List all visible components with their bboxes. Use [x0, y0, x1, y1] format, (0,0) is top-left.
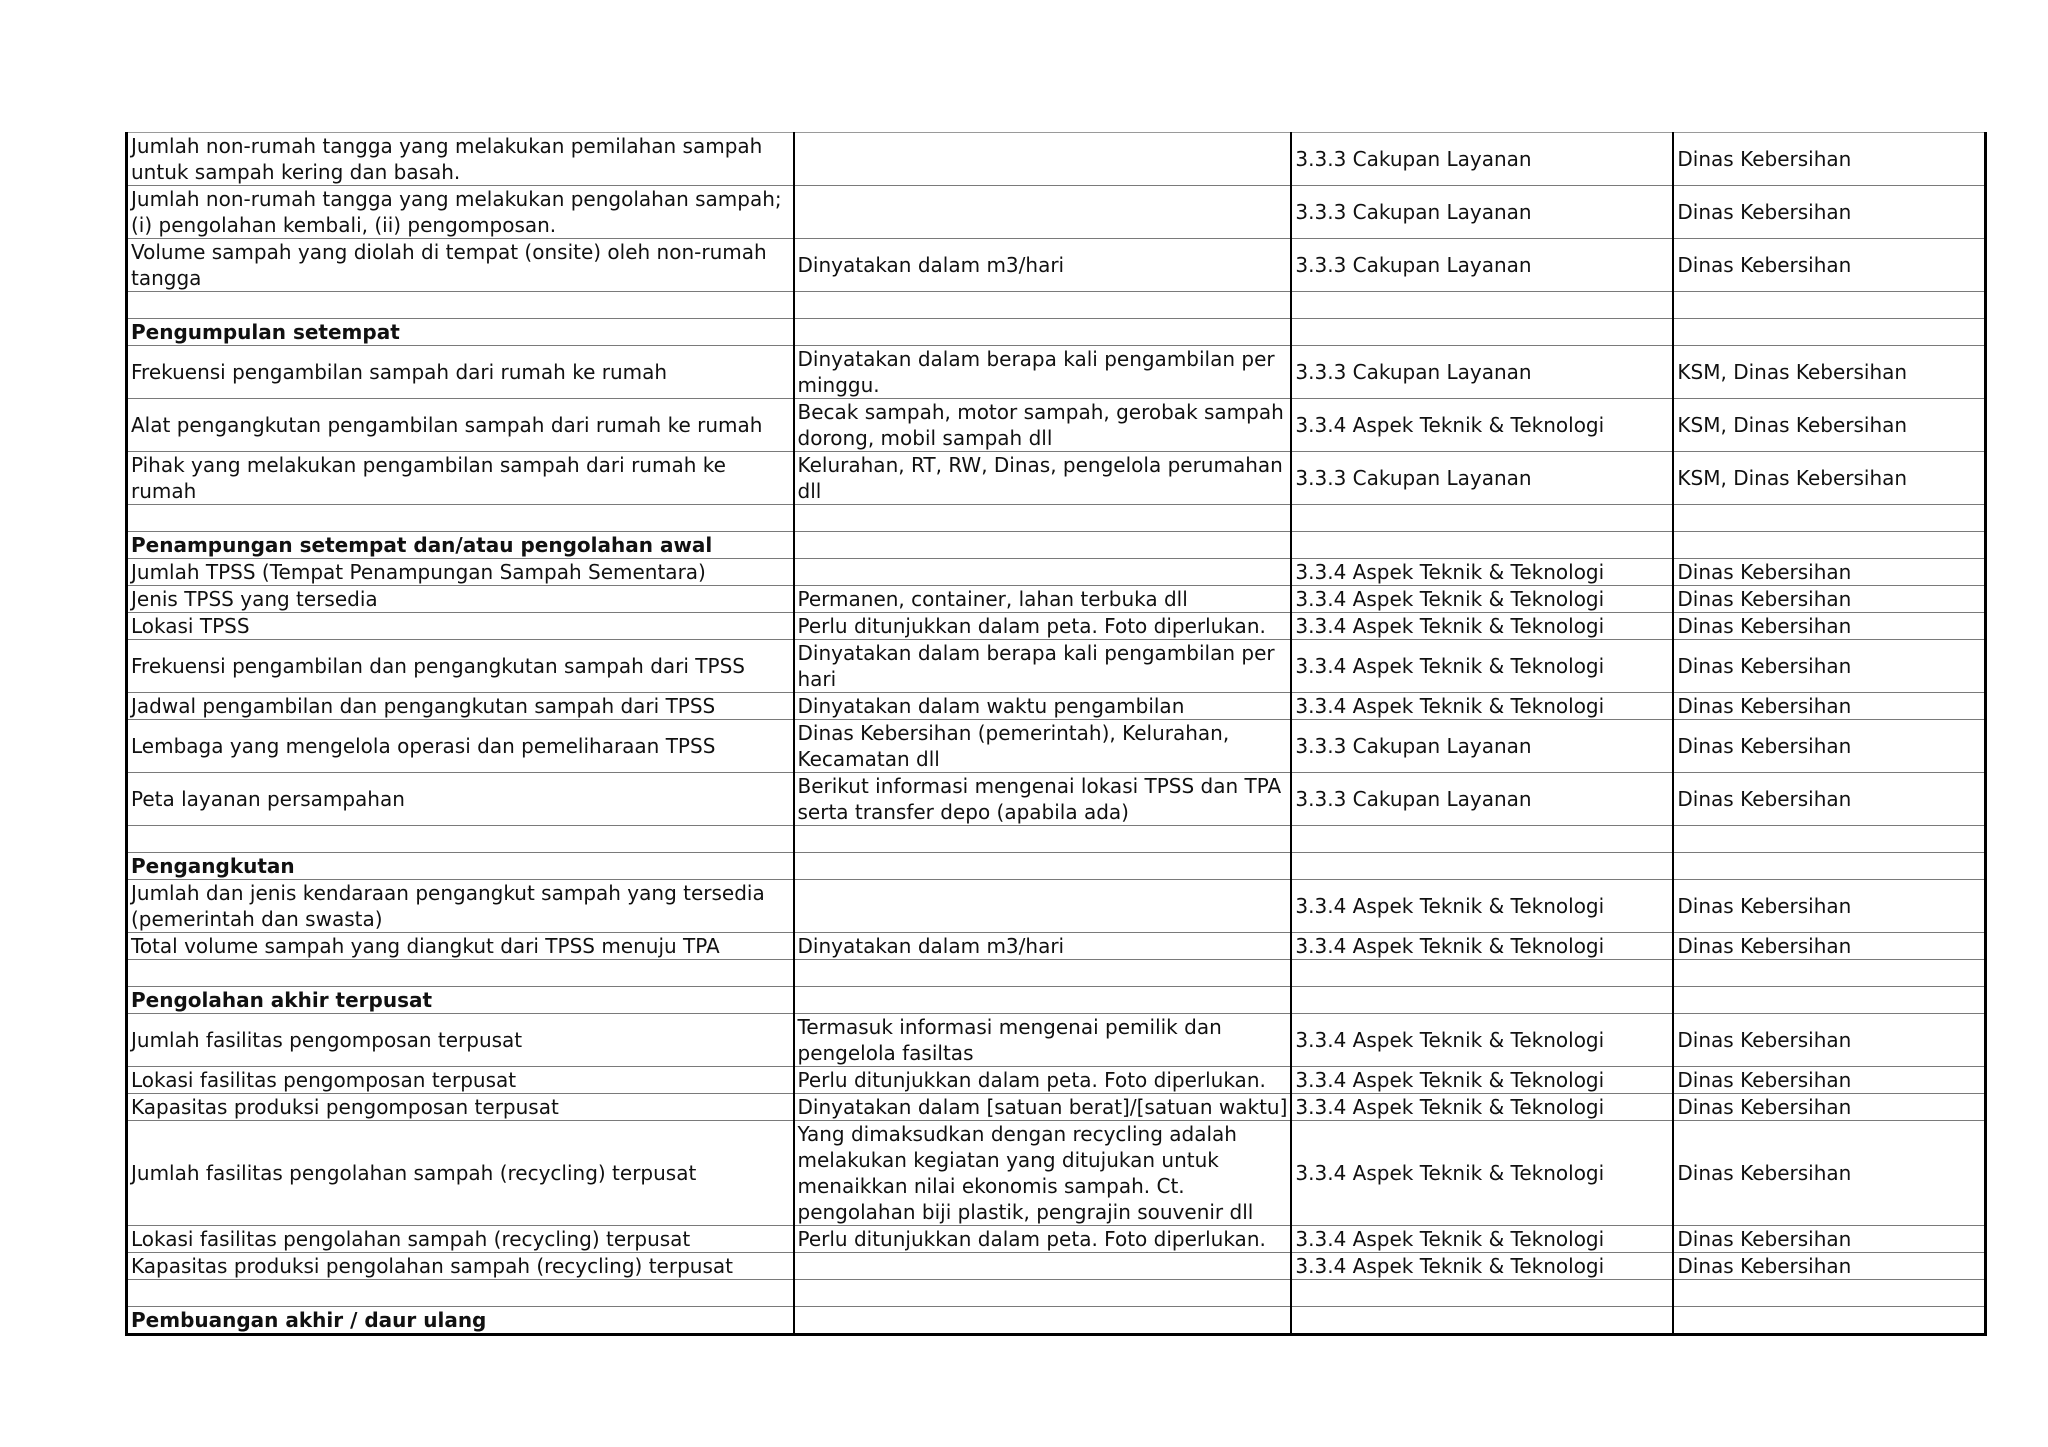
- section-header-row: [127, 1307, 1986, 1335]
- indicator-cell: Jadwal pengambilan dan pengangkutan sampah dari TPSS: [127, 693, 794, 720]
- source-cell: Dinas Kebersihan: [1673, 1253, 1985, 1280]
- reference-cell: 3.3.3 Cakupan Layanan: [1291, 239, 1673, 292]
- reference-cell: 3.3.4 Aspek Teknik & Teknologi: [1291, 880, 1673, 933]
- table-row: [127, 613, 1986, 640]
- description-cell: [794, 186, 1292, 239]
- source-cell: [1673, 1307, 1985, 1335]
- table-row: [127, 1121, 1986, 1226]
- source-cell: Dinas Kebersihan: [1673, 880, 1985, 933]
- source-cell: Dinas Kebersihan: [1673, 186, 1985, 239]
- table-row: [127, 773, 1986, 826]
- description-cell: Termasuk informasi mengenai pemilik dan pengelola fasiltas: [794, 1014, 1292, 1067]
- description-cell: [794, 826, 1292, 853]
- indicator-cell: Lokasi fasilitas pengolahan sampah (recycling) terpusat: [127, 1226, 794, 1253]
- reference-cell: 3.3.4 Aspek Teknik & Teknologi: [1291, 640, 1673, 693]
- source-cell: [1673, 505, 1985, 532]
- indicator-cell: Jenis TPSS yang tersedia: [127, 586, 794, 613]
- indicator-cell: Kapasitas produksi pengolahan sampah (recycling) terpusat: [127, 1253, 794, 1280]
- description-cell: Berikut informasi mengenai lokasi TPSS dan TPA serta transfer depo (apabila ada): [794, 773, 1292, 826]
- description-cell: [794, 319, 1292, 346]
- source-cell: [1673, 532, 1985, 559]
- reference-cell: 3.3.4 Aspek Teknik & Teknologi: [1291, 1094, 1673, 1121]
- reference-cell: 3.3.3 Cakupan Layanan: [1291, 346, 1673, 399]
- reference-cell: 3.3.3 Cakupan Layanan: [1291, 186, 1673, 239]
- description-cell: Becak sampah, motor sampah, gerobak sampah dorong, mobil sampah dll: [794, 399, 1292, 452]
- source-cell: [1673, 853, 1985, 880]
- table-row: [127, 640, 1986, 693]
- section-title: Penampungan setempat dan/atau pengolahan awal: [127, 532, 794, 559]
- indicator-cell: Jumlah non-rumah tangga yang melakukan pengolahan sampah; (i) pengolahan kembali, (ii) pengomposan.: [127, 186, 794, 239]
- description-cell: Perlu ditunjukkan dalam peta. Foto diperlukan.: [794, 1226, 1292, 1253]
- table-row: [127, 559, 1986, 586]
- table-row: [127, 933, 1986, 960]
- source-cell: [1673, 292, 1985, 319]
- table-row: [127, 1226, 1986, 1253]
- description-cell: Dinas Kebersihan (pemerintah), Kelurahan, Kecamatan dll: [794, 720, 1292, 773]
- blank-row: [127, 1280, 1986, 1307]
- section-title: Pengangkutan: [127, 853, 794, 880]
- reference-cell: 3.3.4 Aspek Teknik & Teknologi: [1291, 1067, 1673, 1094]
- section-title: Pengolahan akhir terpusat: [127, 987, 794, 1014]
- indicator-cell: Peta layanan persampahan: [127, 773, 794, 826]
- description-cell: Yang dimaksudkan dengan recycling adalah melakukan kegiatan yang ditujukan untuk menaikkan nilai ekonomis sampah. Ct. pengolahan biji plastik, pengrajin souvenir dll: [794, 1121, 1292, 1226]
- table-row: [127, 399, 1986, 452]
- source-cell: Dinas Kebersihan: [1673, 773, 1985, 826]
- reference-cell: 3.3.4 Aspek Teknik & Teknologi: [1291, 613, 1673, 640]
- source-cell: Dinas Kebersihan: [1673, 133, 1985, 186]
- section-title: Pembuangan akhir / daur ulang: [127, 1307, 794, 1335]
- blank-row: [127, 292, 1986, 319]
- reference-cell: 3.3.4 Aspek Teknik & Teknologi: [1291, 399, 1673, 452]
- description-cell: Dinyatakan dalam m3/hari: [794, 933, 1292, 960]
- indicator-cell: Jumlah non-rumah tangga yang melakukan pemilahan sampah untuk sampah kering dan basah.: [127, 133, 794, 186]
- reference-cell: [1291, 292, 1673, 319]
- indicator-cell: Kapasitas produksi pengomposan terpusat: [127, 1094, 794, 1121]
- indicator-cell: Pihak yang melakukan pengambilan sampah dari rumah ke rumah: [127, 452, 794, 505]
- table-row: [127, 133, 1986, 186]
- description-cell: Perlu ditunjukkan dalam peta. Foto diperlukan.: [794, 1067, 1292, 1094]
- section-header-row: [127, 853, 1986, 880]
- source-cell: Dinas Kebersihan: [1673, 239, 1985, 292]
- source-cell: [1673, 1280, 1985, 1307]
- source-cell: Dinas Kebersihan: [1673, 586, 1985, 613]
- reference-cell: 3.3.4 Aspek Teknik & Teknologi: [1291, 933, 1673, 960]
- description-cell: [794, 532, 1292, 559]
- blank-row: [127, 826, 1986, 853]
- description-cell: [794, 1307, 1292, 1335]
- table-row: [127, 1253, 1986, 1280]
- description-cell: [794, 133, 1292, 186]
- source-cell: [1673, 826, 1985, 853]
- reference-cell: [1291, 505, 1673, 532]
- description-cell: [794, 292, 1292, 319]
- description-cell: Kelurahan, RT, RW, Dinas, pengelola perumahan dll: [794, 452, 1292, 505]
- description-cell: [794, 1280, 1292, 1307]
- source-cell: Dinas Kebersihan: [1673, 640, 1985, 693]
- source-cell: Dinas Kebersihan: [1673, 1014, 1985, 1067]
- source-cell: Dinas Kebersihan: [1673, 1121, 1985, 1226]
- indicator-cell: Jumlah fasilitas pengolahan sampah (recycling) terpusat: [127, 1121, 794, 1226]
- section-header-row: [127, 319, 1986, 346]
- description-cell: [794, 505, 1292, 532]
- indicator-cell: Jumlah dan jenis kendaraan pengangkut sampah yang tersedia (pemerintah dan swasta): [127, 880, 794, 933]
- table-row: [127, 586, 1986, 613]
- blank-row: [127, 960, 1986, 987]
- indicator-cell: Lokasi fasilitas pengomposan terpusat: [127, 1067, 794, 1094]
- description-cell: Dinyatakan dalam waktu pengambilan: [794, 693, 1292, 720]
- reference-cell: [1291, 987, 1673, 1014]
- description-cell: Perlu ditunjukkan dalam peta. Foto diperlukan.: [794, 613, 1292, 640]
- indicator-cell: [127, 505, 794, 532]
- table-row: [127, 452, 1986, 505]
- table-row: [127, 880, 1986, 933]
- description-cell: [794, 559, 1292, 586]
- source-cell: Dinas Kebersihan: [1673, 1067, 1985, 1094]
- indicator-cell: [127, 960, 794, 987]
- description-cell: [794, 987, 1292, 1014]
- reference-cell: 3.3.4 Aspek Teknik & Teknologi: [1291, 1014, 1673, 1067]
- section-title: Pengumpulan setempat: [127, 319, 794, 346]
- source-cell: Dinas Kebersihan: [1673, 720, 1985, 773]
- source-cell: Dinas Kebersihan: [1673, 693, 1985, 720]
- indicator-cell: Frekuensi pengambilan dan pengangkutan sampah dari TPSS: [127, 640, 794, 693]
- source-cell: KSM, Dinas Kebersihan: [1673, 346, 1985, 399]
- indicator-cell: Jumlah TPSS (Tempat Penampungan Sampah Sementara): [127, 559, 794, 586]
- indicator-cell: Volume sampah yang diolah di tempat (onsite) oleh non-rumah tangga: [127, 239, 794, 292]
- indicator-cell: [127, 292, 794, 319]
- indicator-cell: Alat pengangkutan pengambilan sampah dari rumah ke rumah: [127, 399, 794, 452]
- indicator-cell: [127, 1280, 794, 1307]
- source-cell: Dinas Kebersihan: [1673, 559, 1985, 586]
- reference-cell: 3.3.3 Cakupan Layanan: [1291, 133, 1673, 186]
- description-cell: Dinyatakan dalam berapa kali pengambilan per hari: [794, 640, 1292, 693]
- table-row: [127, 346, 1986, 399]
- indicator-cell: Total volume sampah yang diangkut dari TPSS menuju TPA: [127, 933, 794, 960]
- section-header-row: [127, 532, 1986, 559]
- source-cell: [1673, 960, 1985, 987]
- description-cell: Permanen, container, lahan terbuka dll: [794, 586, 1292, 613]
- reference-cell: [1291, 319, 1673, 346]
- reference-cell: 3.3.4 Aspek Teknik & Teknologi: [1291, 1121, 1673, 1226]
- reference-cell: 3.3.4 Aspek Teknik & Teknologi: [1291, 1253, 1673, 1280]
- indicator-cell: Jumlah fasilitas pengomposan terpusat: [127, 1014, 794, 1067]
- reference-cell: 3.3.4 Aspek Teknik & Teknologi: [1291, 586, 1673, 613]
- table-row: [127, 1094, 1986, 1121]
- table-row: [127, 720, 1986, 773]
- table-row: [127, 1014, 1986, 1067]
- description-cell: [794, 1253, 1292, 1280]
- reference-cell: [1291, 1307, 1673, 1335]
- blank-row: [127, 505, 1986, 532]
- table-body: [127, 133, 1986, 1335]
- reference-cell: [1291, 532, 1673, 559]
- reference-cell: [1291, 826, 1673, 853]
- source-cell: [1673, 987, 1985, 1014]
- indicator-cell: Lokasi TPSS: [127, 613, 794, 640]
- data-table: [125, 132, 1987, 1336]
- source-cell: Dinas Kebersihan: [1673, 1226, 1985, 1253]
- reference-cell: 3.3.3 Cakupan Layanan: [1291, 452, 1673, 505]
- description-cell: [794, 853, 1292, 880]
- reference-cell: 3.3.3 Cakupan Layanan: [1291, 720, 1673, 773]
- source-cell: [1673, 319, 1985, 346]
- reference-cell: 3.3.4 Aspek Teknik & Teknologi: [1291, 559, 1673, 586]
- reference-cell: [1291, 853, 1673, 880]
- reference-cell: 3.3.3 Cakupan Layanan: [1291, 773, 1673, 826]
- table-row: [127, 239, 1986, 292]
- source-cell: Dinas Kebersihan: [1673, 933, 1985, 960]
- description-cell: Dinyatakan dalam m3/hari: [794, 239, 1292, 292]
- reference-cell: [1291, 1280, 1673, 1307]
- source-cell: Dinas Kebersihan: [1673, 1094, 1985, 1121]
- reference-cell: 3.3.4 Aspek Teknik & Teknologi: [1291, 1226, 1673, 1253]
- description-cell: [794, 960, 1292, 987]
- reference-cell: [1291, 960, 1673, 987]
- description-cell: Dinyatakan dalam berapa kali pengambilan per minggu.: [794, 346, 1292, 399]
- description-cell: [794, 880, 1292, 933]
- table-row: [127, 186, 1986, 239]
- section-header-row: [127, 987, 1986, 1014]
- table-row: [127, 693, 1986, 720]
- source-cell: Dinas Kebersihan: [1673, 613, 1985, 640]
- table-row: [127, 1067, 1986, 1094]
- indicator-cell: [127, 826, 794, 853]
- indicator-cell: Frekuensi pengambilan sampah dari rumah ke rumah: [127, 346, 794, 399]
- reference-cell: 3.3.4 Aspek Teknik & Teknologi: [1291, 693, 1673, 720]
- indicator-cell: Lembaga yang mengelola operasi dan pemeliharaan TPSS: [127, 720, 794, 773]
- source-cell: KSM, Dinas Kebersihan: [1673, 452, 1985, 505]
- source-cell: KSM, Dinas Kebersihan: [1673, 399, 1985, 452]
- description-cell: Dinyatakan dalam [satuan berat]/[satuan waktu]: [794, 1094, 1292, 1121]
